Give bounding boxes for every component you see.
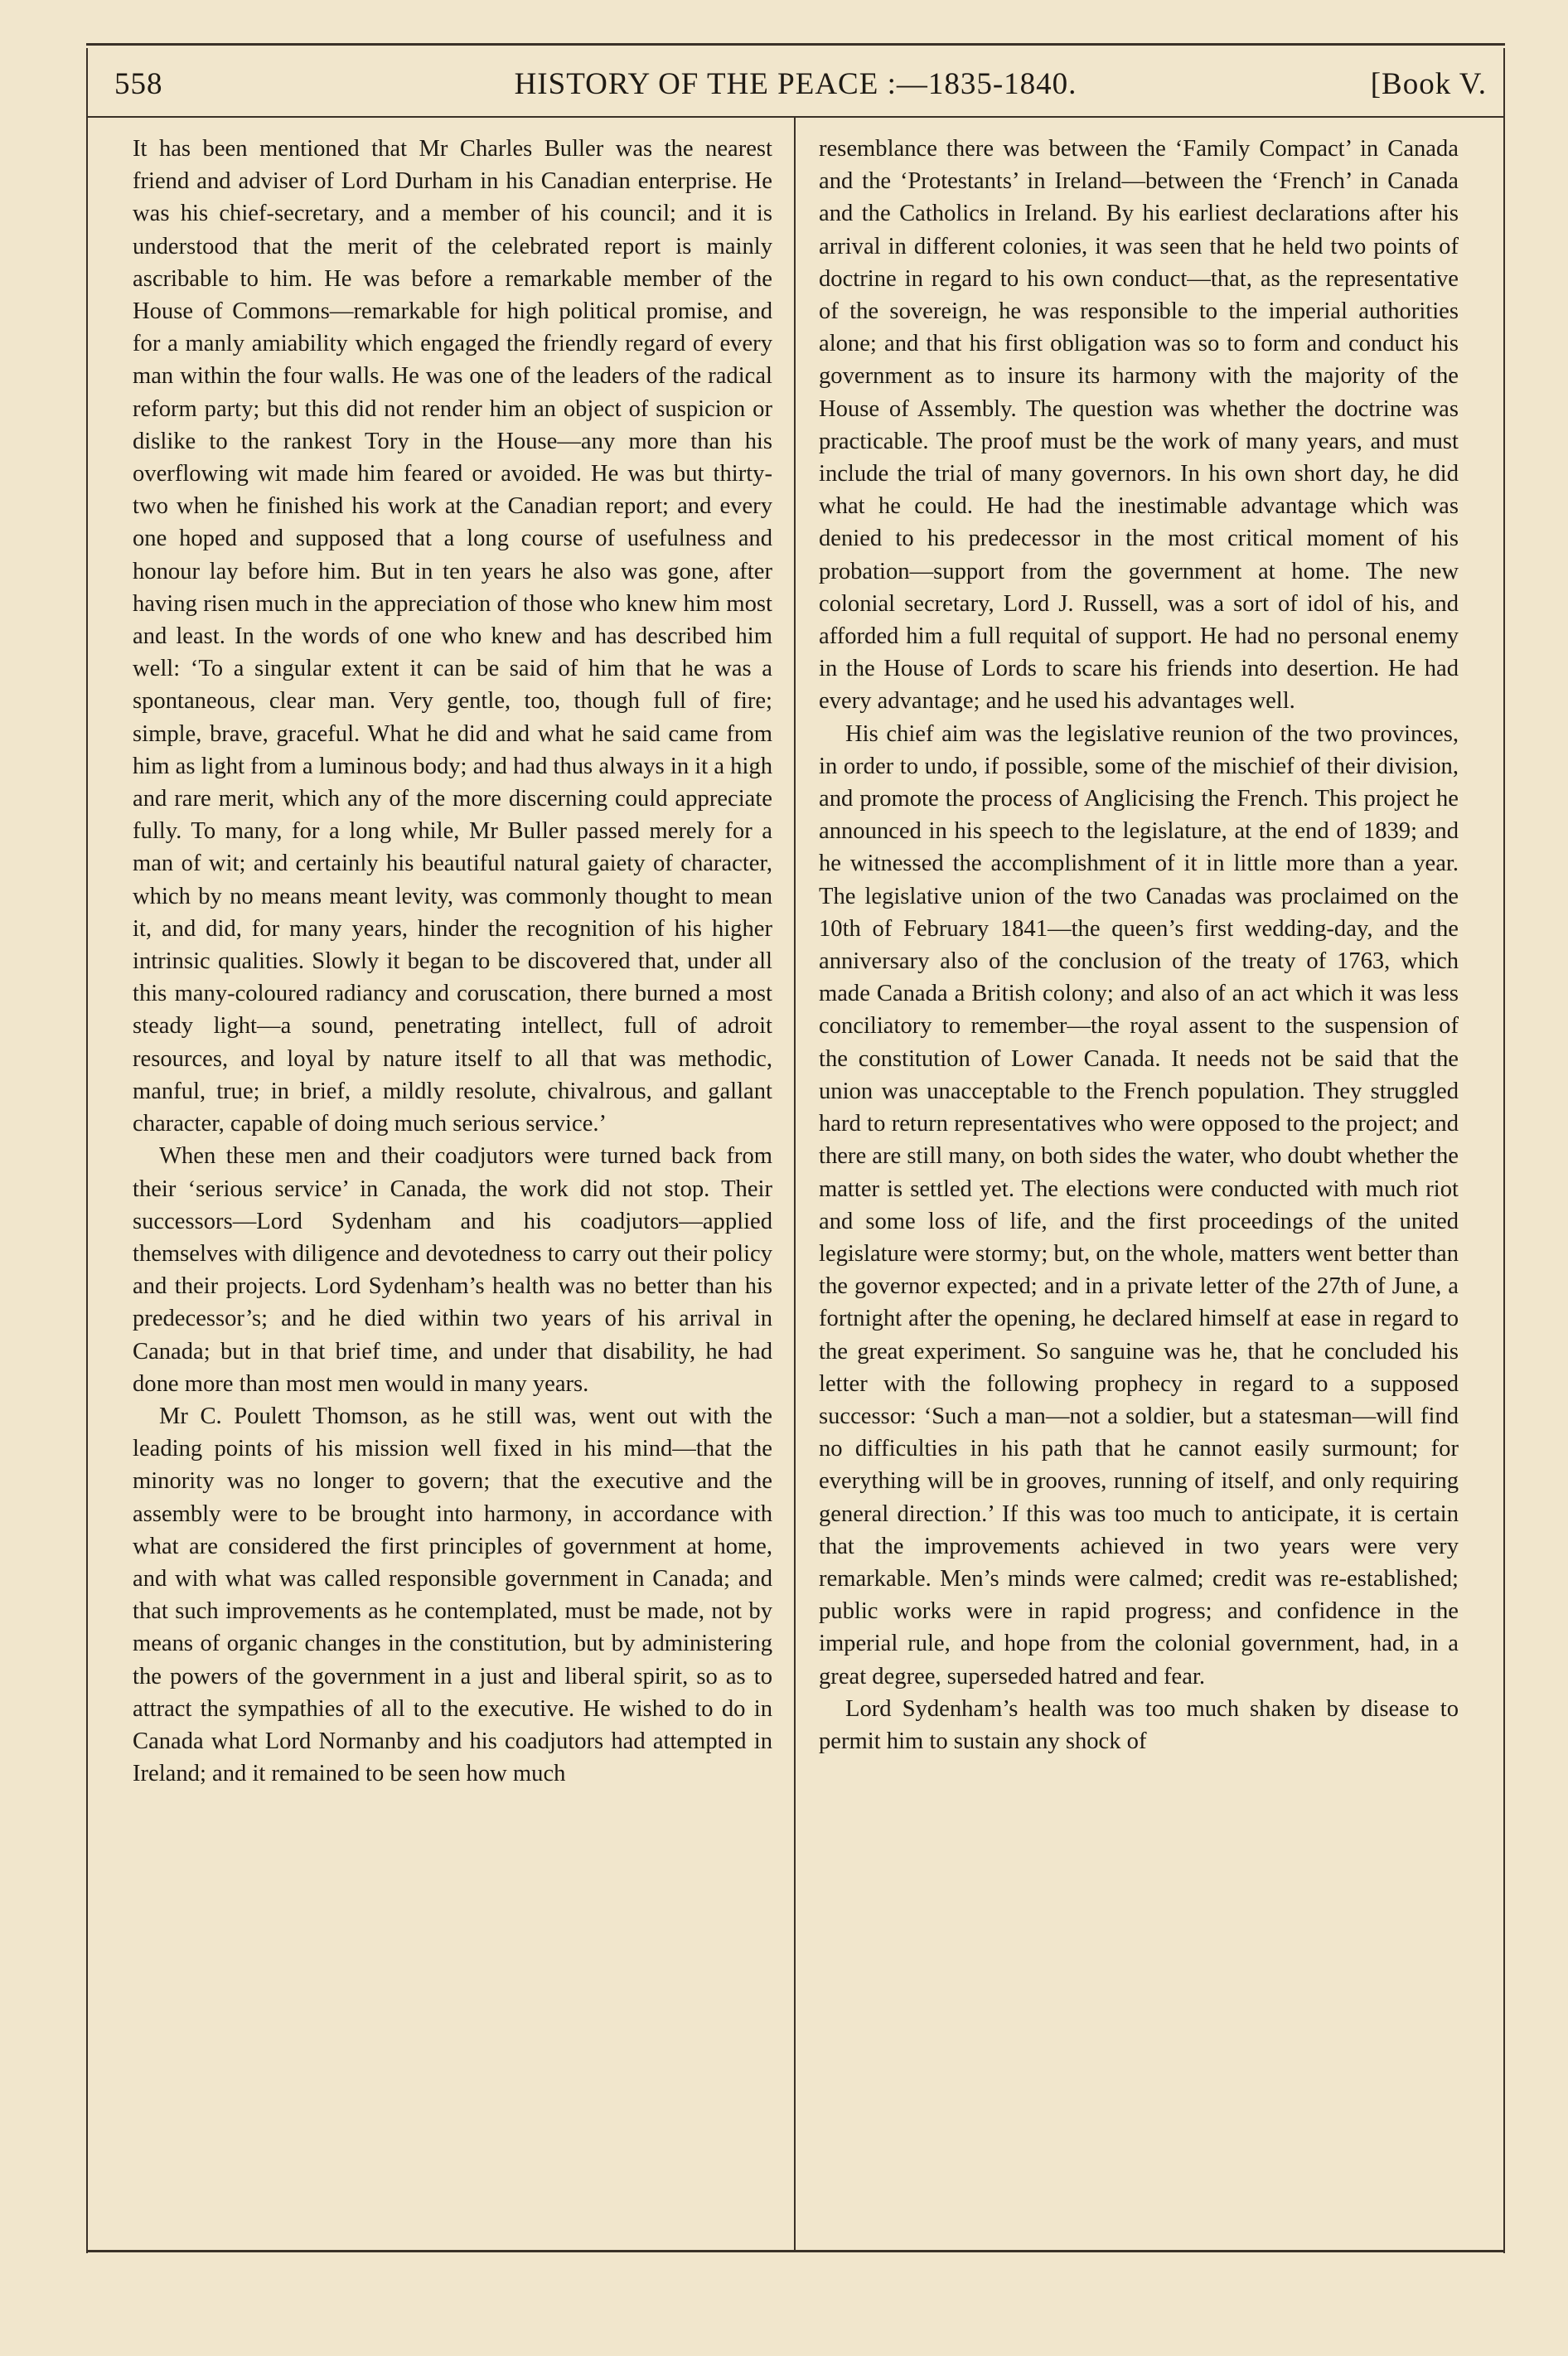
column-divider — [794, 116, 796, 2250]
running-title: HISTORY OF THE PEACE :—1835-1840. — [514, 67, 1077, 101]
paragraph: Mr C. Poulett Thomson, as he still was, went out with the leading points of his mission well fixed in his mind—that the minority was no longer to govern; that the executive and the assembly were to be brought into harmony, in accordance with what are considered the first principles of government at home, and with what was called responsible government in Canada; and that such improvements as he contemplated, must be made, not by means of organic changes in the constitution, but by administering the powers of the government in a just and liberal spirit, so as to attract the sympathies of all to the executive. He wished to do in Canada what Lord Normanby and his coadjutors had attempted in Ireland; and it remained to be seen how much — [133, 1403, 772, 1787]
book-label: [Book V. — [1370, 67, 1487, 101]
right-column — [819, 133, 1459, 2238]
paragraph: When these men and their coadjutors were turned back from their ‘serious service’ in Canada, the work did not stop. Their successors—Lord Sydenham and his coadjutors—applied themselves with diligence and devotedness to carry out their policy and their projects. Lord Sydenham’s health was no better than his predecessor’s; and he died within two years of his arrival in Canada; but in that brief time, and under that disability, he had done more than most men would in many years. — [133, 1143, 772, 1397]
paragraph: It has been mentioned that Mr Charles Buller was the nearest friend and adviser of Lord Durham in his Canadian enterprise. He was his chief-secretary, and a member of his council; and it is understood that the merit of the celebrated report is mainly ascribable to him. He was before a remarkable member of the House of Commons—remarkable for high political promise, and for a manly amiability which engaged the friendly regard of every man within the four walls. He was one of the leaders of the radical reform party; but this did not render him an object of suspicion or dislike to the rankest Tory in the House—any more than his overflowing wit made him feared or avoided. He was but thirty-two when he finished his work at the Canadian report; and every one hoped and supposed that a long course of usefulness and honour lay before him. But in ten years he also was gone, after having risen much in the appreciation of those who knew him most and least. In the words of one who knew and has described him well: ‘To a singular extent it can be said of him that he was a spontaneous, clear man. Very gentle, too, though full of fire; simple, brave, graceful. What he did and what he said came from him as light from a luminous body; and had thus always in it a high and rare merit, which any of the more discerning could appreciate fully. To many, for a long while, Mr Buller passed merely for a man of wit; and certainly his beautiful natural gaiety of character, which by no means meant levity, was commonly thought to mean it, and did, for many years, hinder the recognition of his higher intrinsic qualities. Slowly it began to be discovered that, under all this many-coloured radiancy and coruscation, there burned a most steady light—a sound, penetrating intellect, full of adroit resources, and loyal by nature itself to all that was methodic, manful, true; in brief, a mildly resolute, chivalrous, and gallant character, capable of doing much serious service.’ — [133, 136, 772, 1137]
page-number: 558 — [114, 67, 163, 101]
paragraph: Lord Sydenham’s health was too much shaken by disease to permit him to sustain any shock of — [819, 1695, 1459, 1754]
bottom-rule — [86, 2250, 1505, 2252]
paragraph: His chief aim was the legislative reunion of the two provinces, in order to undo, if possible, some of the mischief of their division, and promote the process of Anglicising the French. This project he announced in his speech to the legislature, at the end of 1839; and he witnessed the accomplishment of it in little more than a year. The legislative union of the two Canadas was proclaimed on the 10th of February 1841—the queen’s first wedding-day, and the anniversary also of the conclusion of the treaty of 1763, which made Canada a British colony; and also of an act which it was less conciliatory to remember—the royal assent to the suspension of the constitution of Lower Canada. It needs not be said that the union was unacceptable to the French population. They struggled hard to return representatives who were opposed to the project; and there are still many, on both sides the water, who doubt whether the matter is settled yet. The elections were conducted with much riot and some loss of life, and the first proceedings of the united legislature were stormy; but, on the whole, matters went better than the governor expected; and in a private letter of the 27th of June, a fortnight after the opening, he declared himself at ease in regard to the great experiment. So sanguine was he, that he concluded his letter with the following prophecy in regard to a supposed successor: ‘Such a man—not a soldier, but a statesman—will find no difficulties in his path that he cannot easily surmount; for everything will be in grooves, running of itself, and only requiring general direction.’ If this was too much to anticipate, it is certain that the improvements achieved in two years were very remarkable. Men’s minds were calmed; credit was re-established; public works were in rapid progress; and confidence in the imperial rule, and hope from the colonial government, had, in a great degree, superseded hatred and fear. — [819, 720, 1459, 1689]
header-rule — [86, 116, 1505, 118]
top-rule — [86, 43, 1505, 46]
page-header — [86, 60, 1505, 109]
left-column — [133, 133, 772, 2238]
paragraph: resemblance there was between the ‘Family Compact’ in Canada and the ‘Protestants’ in Ireland—between the ‘French’ in Canada and the Catholics in Ireland. By his earliest declarations after his arrival in different colonies, it was seen that he held two points of doctrine in regard to his own conduct—that, as the representative of the sovereign, he was responsible to the imperial authorities alone; and that his first obligation was so to form and conduct his government as to insure its harmony with the majority of the House of Assembly. The question was whether the doctrine was practicable. The proof must be the work of many years, and must include the trial of many governors. In his own short day, he did what he could. He had the inestimable advantage which was denied to his predecessor in the most critical moment of his probation—support from the government at home. The new colonial secretary, Lord J. Russell, was a sort of idol of his, and afforded him a full requital of support. He had no personal enemy in the House of Lords to scare his friends into desertion. He had every advantage; and he used his advantages well. — [819, 136, 1459, 715]
